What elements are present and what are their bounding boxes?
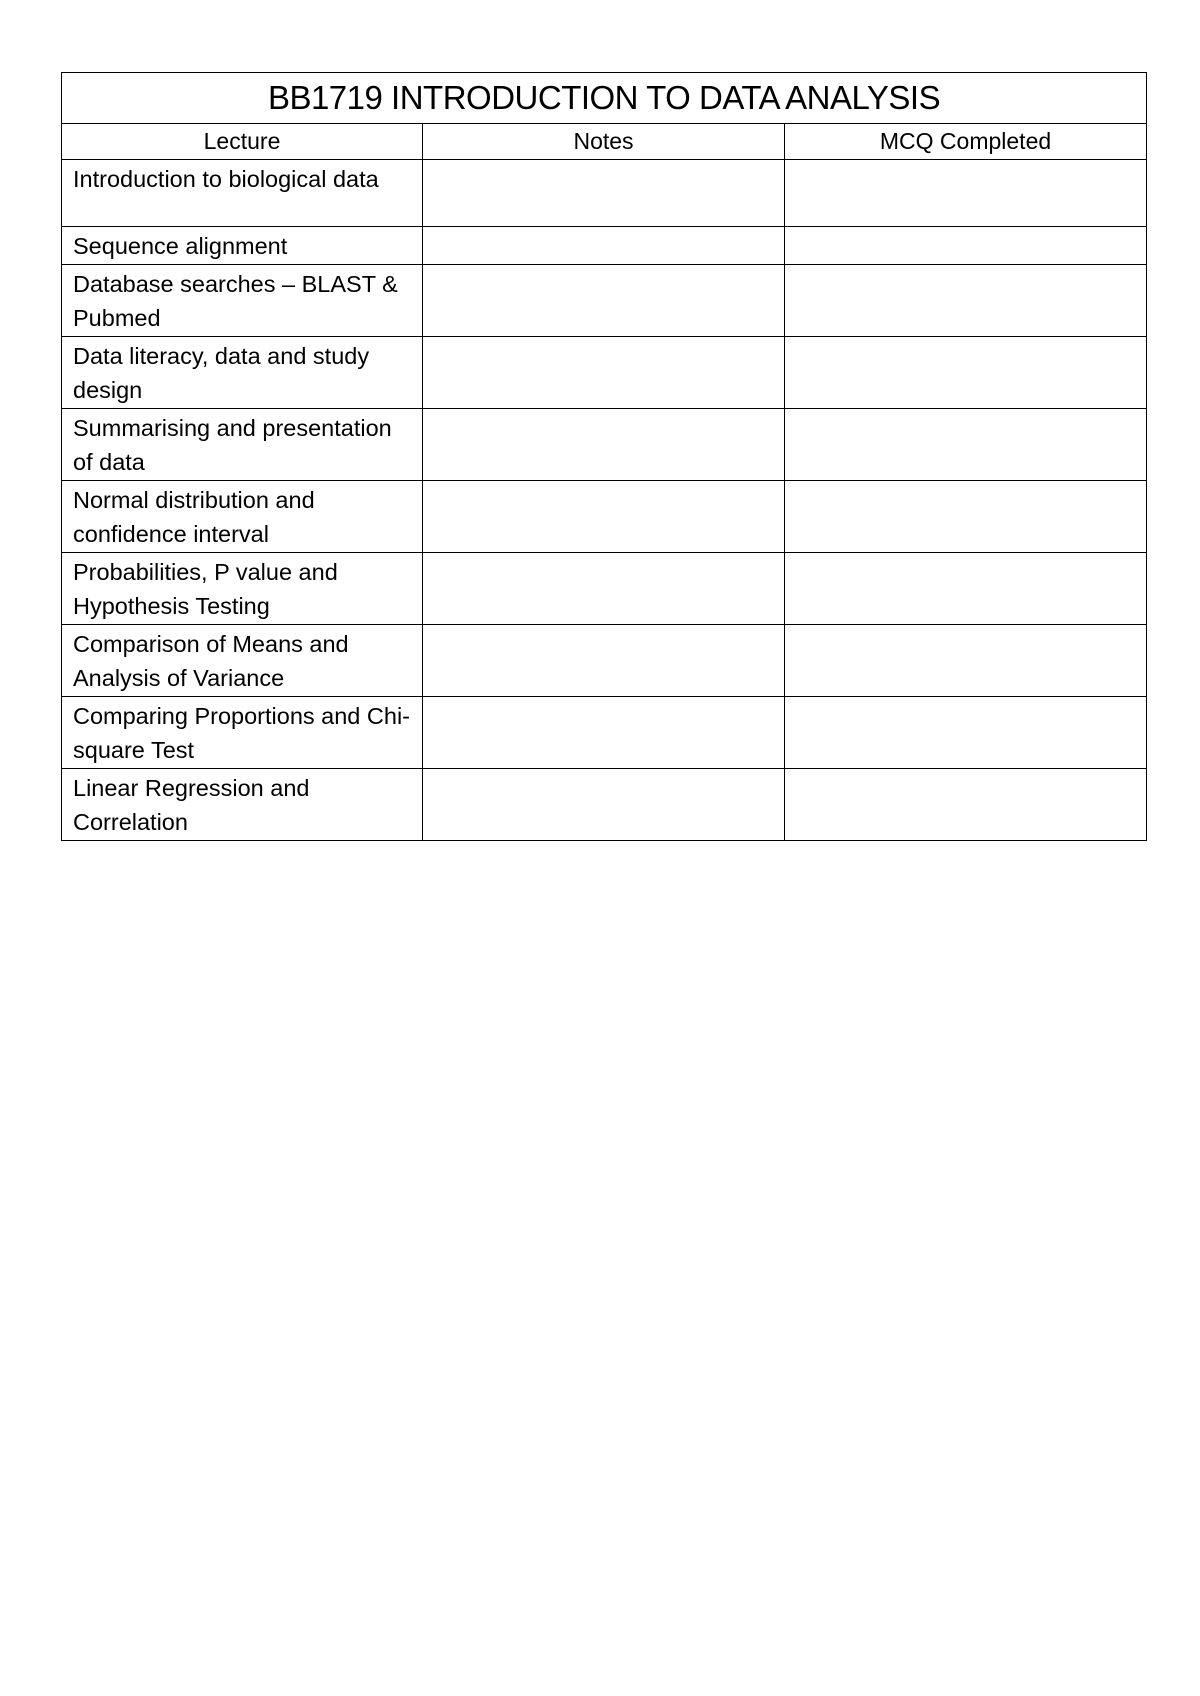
notes-cell[interactable] xyxy=(423,697,785,769)
table-row xyxy=(62,553,1147,625)
lecture-cell: Introduction to biological data xyxy=(62,160,423,227)
table-row xyxy=(62,409,1147,481)
title-row xyxy=(62,73,1147,124)
mcq-cell[interactable] xyxy=(785,625,1147,697)
mcq-cell[interactable] xyxy=(785,265,1147,337)
table-row xyxy=(62,625,1147,697)
lecture-cell: Probabilities, P value and Hypothesis Testing xyxy=(62,553,423,625)
notes-cell[interactable] xyxy=(423,337,785,409)
mcq-cell[interactable] xyxy=(785,697,1147,769)
lecture-cell: Normal distribution and confidence interval xyxy=(62,481,423,553)
mcq-cell[interactable] xyxy=(785,481,1147,553)
lecture-cell: Database searches – BLAST & Pubmed xyxy=(62,265,423,337)
mcq-cell[interactable] xyxy=(785,227,1147,265)
column-header-mcq-completed: MCQ Completed xyxy=(785,124,1147,160)
column-header-notes: Notes xyxy=(423,124,785,160)
notes-cell[interactable] xyxy=(423,769,785,841)
lecture-cell: Sequence alignment xyxy=(62,227,423,265)
table-row xyxy=(62,337,1147,409)
table-row xyxy=(62,697,1147,769)
mcq-cell[interactable] xyxy=(785,337,1147,409)
table-row xyxy=(62,227,1147,265)
notes-cell[interactable] xyxy=(423,409,785,481)
lecture-cell: Summarising and presentation of data xyxy=(62,409,423,481)
table-row xyxy=(62,160,1147,227)
header-row xyxy=(62,124,1147,160)
lecture-cell: Data literacy, data and study design xyxy=(62,337,423,409)
notes-cell[interactable] xyxy=(423,160,785,227)
lecture-cell: Comparison of Means and Analysis of Variance xyxy=(62,625,423,697)
mcq-cell[interactable] xyxy=(785,553,1147,625)
table-row xyxy=(62,769,1147,841)
lecture-cell: Comparing Proportions and Chi-square Test xyxy=(62,697,423,769)
notes-cell[interactable] xyxy=(423,227,785,265)
mcq-cell[interactable] xyxy=(785,160,1147,227)
notes-cell[interactable] xyxy=(423,625,785,697)
notes-cell[interactable] xyxy=(423,265,785,337)
column-header-lecture: Lecture xyxy=(62,124,423,160)
notes-cell[interactable] xyxy=(423,481,785,553)
table-row xyxy=(62,481,1147,553)
table-row xyxy=(62,265,1147,337)
lecture-cell: Linear Regression and Correlation xyxy=(62,769,423,841)
mcq-cell[interactable] xyxy=(785,409,1147,481)
lecture-tracker-table xyxy=(61,72,1147,841)
table-title: BB1719 INTRODUCTION TO DATA ANALYSIS xyxy=(62,73,1147,124)
notes-cell[interactable] xyxy=(423,553,785,625)
mcq-cell[interactable] xyxy=(785,769,1147,841)
